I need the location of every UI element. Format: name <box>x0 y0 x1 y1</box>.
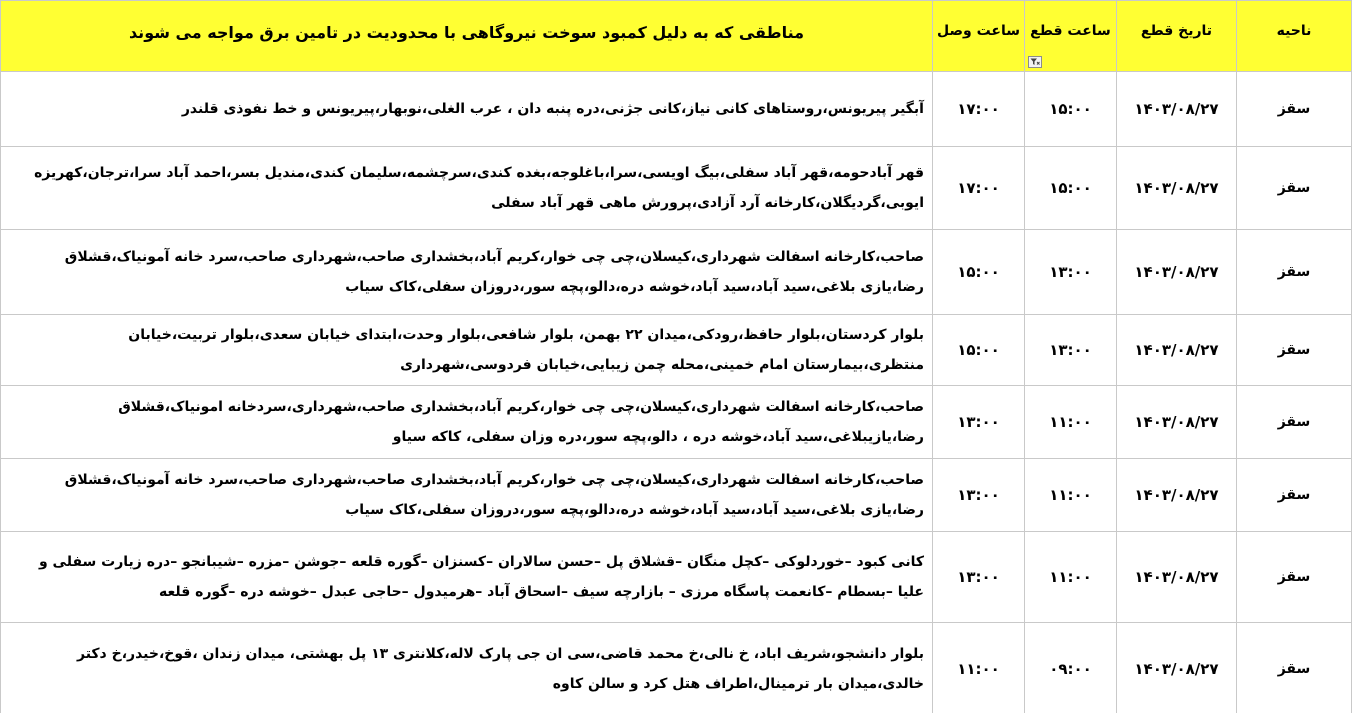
header-cut-date-cell[interactable] <box>1117 1 1237 72</box>
cut-date-cell[interactable]: ۱۴۰۳/۰۸/۲۷ <box>1117 386 1237 459</box>
header-region-cell[interactable] <box>1237 1 1352 72</box>
areas-cell[interactable]: صاحب،کارخانه اسفالت شهرداری،کیسلان،چی چی خوار،کریم آباد،بخشداری صاحب،شهرداری،سردخانه امونیاک،قشلاق رضا،یازیبلاغی،سید آباد،خوشه دره ، دالو،پچه سور،دره وزان سفلی، کاکه سیاو <box>1 386 933 459</box>
cut-time-cell[interactable]: ۱۳:۰۰ <box>1025 315 1117 386</box>
header-region-label: ناحیه <box>1276 23 1312 39</box>
table-row <box>1 230 1352 315</box>
header-connect-time-label: ساعت وصل <box>936 23 1020 39</box>
table-row <box>1 315 1352 386</box>
header-cut-time-cell[interactable] <box>1025 1 1117 72</box>
connect-time-cell[interactable]: ۱۷:۰۰ <box>933 147 1025 230</box>
connect-time-cell[interactable]: ۱۳:۰۰ <box>933 459 1025 532</box>
header-row <box>1 1 1352 72</box>
cut-date-cell[interactable]: ۱۴۰۳/۰۸/۲۷ <box>1117 147 1237 230</box>
cut-date-cell[interactable]: ۱۴۰۳/۰۸/۲۷ <box>1117 459 1237 532</box>
cut-time-cell[interactable]: ۱۵:۰۰ <box>1025 72 1117 147</box>
cut-time-cell[interactable]: ۱۳:۰۰ <box>1025 230 1117 315</box>
areas-cell[interactable]: قهر آبادحومه،قهر آباد سفلی،بیگ اویسی،سرا،باغلوجه،بغده کندی،سرچشمه،سلیمان کندی،مندیل بسر،احمد آباد سرا،ترجان،کهریزه ایوبی،گردیگلان،کارخانه آرد آزادی،پرورش ماهی قهر آباد سفلی <box>1 147 933 230</box>
connect-time-cell[interactable]: ۱۱:۰۰ <box>933 623 1025 713</box>
region-cell[interactable]: سقز <box>1237 532 1352 623</box>
areas-cell[interactable]: آبگیر پیریونس،روستاهای کانی نیاز،کانی جژنی،دره پنبه دان ، عرب الغلی،نوبهار،پیریونس و خط نفوذی قلندر <box>1 72 933 147</box>
table-row <box>1 386 1352 459</box>
region-cell[interactable]: سقز <box>1237 386 1352 459</box>
region-cell[interactable]: سقز <box>1237 315 1352 386</box>
header-areas-label: مناطقی که به دلیل کمبود سوخت نیروگاهی با محدودیت در تامین برق مواجه می شوند <box>128 23 805 42</box>
cut-time-cell[interactable]: ۱۱:۰۰ <box>1025 386 1117 459</box>
areas-cell[interactable]: بلوار دانشجو،شریف اباد، خ نالی،خ محمد قاضی،سی ان جی پارک لاله،کلانتری ۱۳ پل بهشتی، میدان زندان ،قوخ،خیدر،خ دکتر خالدی،میدان بار ترمینال،اطراف هتل کرد و سالن کاوه <box>1 623 933 713</box>
region-cell[interactable]: سقز <box>1237 459 1352 532</box>
header-connect-time-cell[interactable] <box>933 1 1025 72</box>
connect-time-cell[interactable]: ۱۷:۰۰ <box>933 72 1025 147</box>
areas-cell[interactable]: کانی کبود –خوردلوکی –کچل منگان –قشلاق پل –حسن سالاران –کسنزان –گوره قلعه –جوشن –مزره –شیبانجو –دره زیارت سفلی و علیا –بسطام –کانعمت پاسگاه مرزی – بازارچه سیف –اسحاق آباد –هرمیدول –حاجی عبدل –خوشه دره –گوره قلعه <box>1 532 933 623</box>
connect-time-cell[interactable]: ۱۳:۰۰ <box>933 532 1025 623</box>
cut-time-cell[interactable]: ۱۱:۰۰ <box>1025 532 1117 623</box>
header-areas-cell[interactable] <box>1 1 933 72</box>
filter-funnel-icon[interactable] <box>1028 56 1042 68</box>
table-row <box>1 72 1352 147</box>
cut-time-cell[interactable]: ۰۹:۰۰ <box>1025 623 1117 713</box>
cut-date-cell[interactable]: ۱۴۰۳/۰۸/۲۷ <box>1117 532 1237 623</box>
cut-date-cell[interactable]: ۱۴۰۳/۰۸/۲۷ <box>1117 230 1237 315</box>
areas-cell[interactable]: صاحب،کارخانه اسفالت شهرداری،کیسلان،چی چی خوار،کریم آباد،بخشداری صاحب،شهرداری صاحب،سرد خانه آمونیاک،قشلاق رضا،یازی بلاغی،سید آباد،سید آباد،خوشه دره،دالو،پچه سور،دروزان سفلی،کاک سیاب <box>1 230 933 315</box>
areas-cell[interactable]: صاحب،کارخانه اسفالت شهرداری،کیسلان،چی چی خوار،کریم آباد،بخشداری صاحب،شهرداری صاحب،سرد خانه آمونیاک،قشلاق رضا،یازی بلاغی،سید آباد،سید آباد،خوشه دره،دالو،پچه سور،دروزان سفلی،کاک سیاب <box>1 459 933 532</box>
cut-date-cell[interactable]: ۱۴۰۳/۰۸/۲۷ <box>1117 315 1237 386</box>
cut-time-cell[interactable]: ۱۱:۰۰ <box>1025 459 1117 532</box>
cut-date-cell[interactable]: ۱۴۰۳/۰۸/۲۷ <box>1117 623 1237 713</box>
table-row <box>1 623 1352 713</box>
region-cell[interactable]: سقز <box>1237 147 1352 230</box>
region-cell[interactable]: سقز <box>1237 230 1352 315</box>
connect-time-cell[interactable]: ۱۳:۰۰ <box>933 386 1025 459</box>
region-cell[interactable]: سقز <box>1237 72 1352 147</box>
cut-date-cell[interactable]: ۱۴۰۳/۰۸/۲۷ <box>1117 72 1237 147</box>
cut-time-cell[interactable]: ۱۵:۰۰ <box>1025 147 1117 230</box>
table-row <box>1 532 1352 623</box>
table-row <box>1 459 1352 532</box>
connect-time-cell[interactable]: ۱۵:۰۰ <box>933 315 1025 386</box>
areas-cell[interactable]: بلوار کردستان،بلوار حافظ،رودکی،میدان ۲۲ بهمن، بلوار شافعی،بلوار وحدت،ابتدای خیابان سعدی،بلوار تربیت،خیابان منتظری،بیمارستان امام خمینی،محله چمن زیبایی،خیابان فردوسی،شهرداری <box>1 315 933 386</box>
connect-time-cell[interactable]: ۱۵:۰۰ <box>933 230 1025 315</box>
table-row <box>1 147 1352 230</box>
region-cell[interactable]: سقز <box>1237 623 1352 713</box>
header-cut-date-label: تاریخ قطع <box>1140 23 1213 39</box>
header-cut-time-label: ساعت قطع <box>1030 23 1111 39</box>
